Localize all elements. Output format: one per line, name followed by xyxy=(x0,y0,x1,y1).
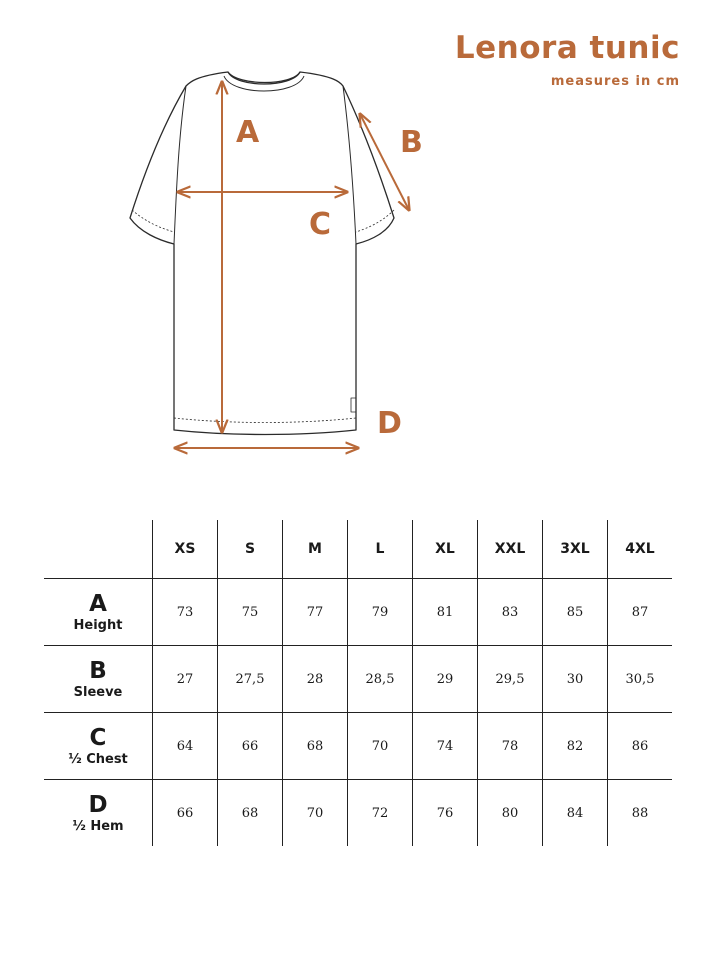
label-b: B xyxy=(400,125,423,160)
size-s: S xyxy=(218,520,283,579)
table-cell: 64 xyxy=(153,713,218,780)
table-row-height xyxy=(44,579,672,646)
table-cell: 84 xyxy=(543,780,608,847)
size-m: M xyxy=(283,520,348,579)
row-letter: A xyxy=(89,590,107,617)
table-cell: 27,5 xyxy=(218,646,283,713)
row-name: Sleeve xyxy=(73,684,123,700)
table-cell: 87 xyxy=(608,579,673,646)
row-name: ½ Hem xyxy=(72,818,124,834)
label-c: C xyxy=(309,207,332,242)
size-4xl: 4XL xyxy=(608,520,673,579)
row-name: ½ Chest xyxy=(68,751,128,767)
label-a: A xyxy=(236,115,260,150)
row-label xyxy=(44,646,153,713)
corner-cell xyxy=(44,520,153,579)
table-cell: 28,5 xyxy=(348,646,413,713)
size-xl: XL xyxy=(413,520,478,579)
table-cell: 70 xyxy=(283,780,348,847)
table-cell: 70 xyxy=(348,713,413,780)
table-cell: 77 xyxy=(283,579,348,646)
tunic-outline xyxy=(130,72,394,435)
row-letter: B xyxy=(89,657,107,684)
row-label xyxy=(44,579,153,646)
table-cell: 30,5 xyxy=(608,646,673,713)
table-cell: 72 xyxy=(348,780,413,847)
table-cell: 27 xyxy=(153,646,218,713)
table-cell: 79 xyxy=(348,579,413,646)
size-header-row xyxy=(44,520,672,579)
table-cell: 83 xyxy=(478,579,543,646)
table-cell: 29 xyxy=(413,646,478,713)
table-cell: 82 xyxy=(543,713,608,780)
table-cell: 73 xyxy=(153,579,218,646)
table-cell: 80 xyxy=(478,780,543,847)
table-cell: 75 xyxy=(218,579,283,646)
row-letter: C xyxy=(89,724,107,751)
table-cell: 78 xyxy=(478,713,543,780)
table-cell: 76 xyxy=(413,780,478,847)
table-cell: 66 xyxy=(153,780,218,847)
size-xs: XS xyxy=(153,520,218,579)
table-cell: 28 xyxy=(283,646,348,713)
table-row-sleeve xyxy=(44,646,672,713)
table-cell: 86 xyxy=(608,713,673,780)
table-cell: 81 xyxy=(413,579,478,646)
table-row-hem xyxy=(44,780,672,847)
size-xxl: XXL xyxy=(478,520,543,579)
row-name: Height xyxy=(73,617,123,633)
page-subtitle: measures in cm xyxy=(550,74,680,89)
row-label xyxy=(44,780,153,847)
size-l: L xyxy=(348,520,413,579)
size-3xl: 3XL xyxy=(543,520,608,579)
label-d: D xyxy=(377,406,402,441)
table-cell: 68 xyxy=(218,780,283,847)
table-cell: 66 xyxy=(218,713,283,780)
dimension-arrows xyxy=(175,82,409,448)
table-cell: 74 xyxy=(413,713,478,780)
table-cell: 30 xyxy=(543,646,608,713)
size-table xyxy=(44,520,672,846)
table-row-chest xyxy=(44,713,672,780)
page-title: Lenora tunic xyxy=(454,30,680,66)
table-cell: 88 xyxy=(608,780,673,847)
table-cell: 85 xyxy=(543,579,608,646)
table-cell: 29,5 xyxy=(478,646,543,713)
row-label xyxy=(44,713,153,780)
row-letter: D xyxy=(88,791,108,818)
table-cell: 68 xyxy=(283,713,348,780)
